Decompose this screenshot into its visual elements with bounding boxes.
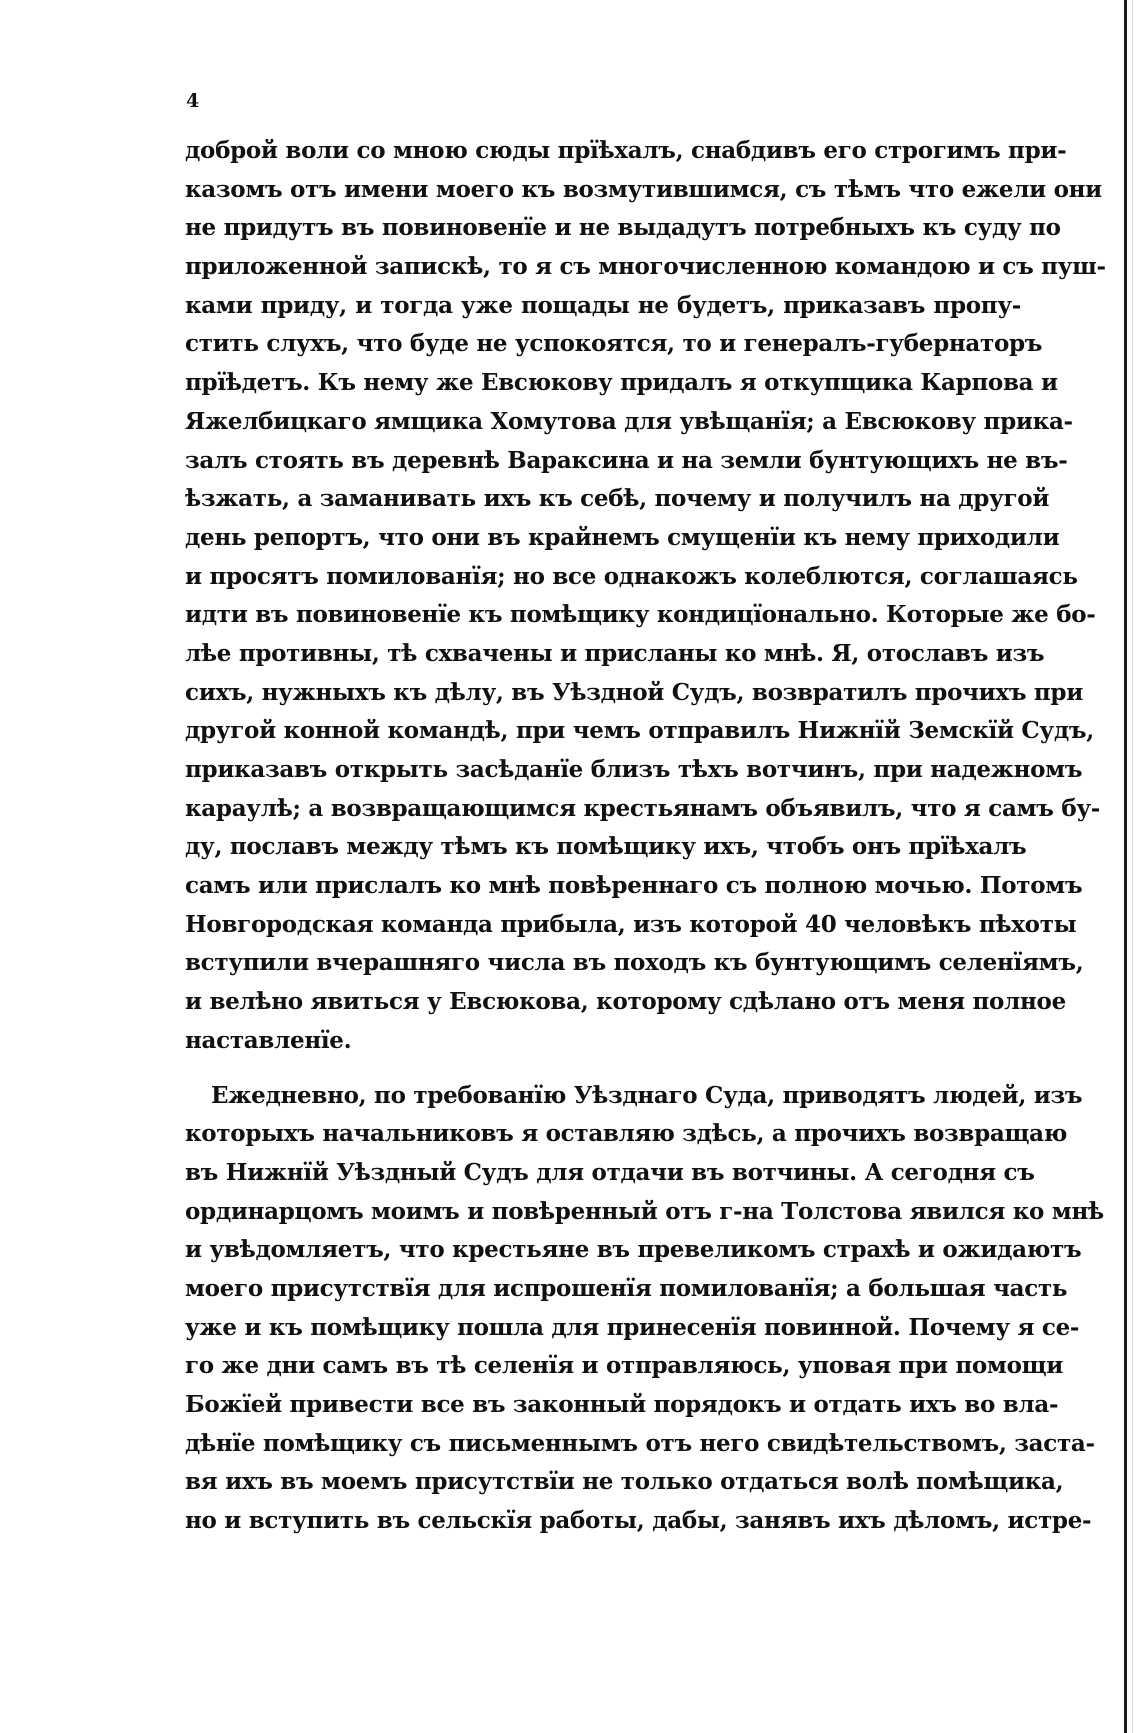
text-line: прїѣдетъ. Къ нему же Евсюкову придалъ я откупщика Карпова и xyxy=(185,369,1058,397)
text-line: другой конной командѣ, при чемъ отправилъ Нижнїй Земскїй Судъ, xyxy=(185,717,1094,745)
scan-edge-shadow xyxy=(1132,0,1133,1733)
text-line: казомъ отъ имени моего къ возмутившимся, съ тѣмъ что ежели они xyxy=(185,175,1102,203)
text-line: уже и къ помѣщику пошла для принесенїя повинной. Почему я се- xyxy=(185,1313,1080,1341)
text-line: въ Нижнїй Уѣздный Судъ для отдачи въ вотчины. А сегодня съ xyxy=(185,1158,1035,1186)
text-line: и увѣдомляетъ, что крестьяне въ превеликомъ страхѣ и ожидаютъ xyxy=(185,1236,1082,1264)
text-line: приказавъ открыть засѣданїе близъ тѣхъ вотчинъ, при надежномъ xyxy=(185,756,1083,783)
paragraph-1 xyxy=(185,132,1106,1061)
page-number: 4 xyxy=(186,90,200,112)
text-line: ѣзжать, а заманивать ихъ къ себѣ, почему и получилъ на другой xyxy=(185,485,1050,513)
text-line: го же дни самъ въ тѣ селенїя и отправляюсь, уповая при помощи xyxy=(185,1352,1063,1380)
paragraph-2 xyxy=(185,1077,1104,1541)
text-line: приложенной запискѣ, то я съ многочисленною командою и съ пуш- xyxy=(185,253,1106,281)
scan-edge-line xyxy=(1124,0,1127,1733)
text-line: которыхъ начальниковъ я оставляю здѣсь, а прочихъ возвращаю xyxy=(185,1120,1067,1148)
text-line: караулѣ; а возвращающимся крестьянамъ объявилъ, что я самъ бу- xyxy=(185,794,1101,822)
text-line: наставленїе. xyxy=(185,1026,352,1054)
text-line: Новгородская команда прибыла, изъ которой 40 человѣкъ пѣхоты xyxy=(185,910,1077,938)
text-line: ду, пославъ между тѣмъ къ помѣщику ихъ, чтобъ онъ прїѣхалъ xyxy=(185,833,1027,861)
text-line: моего присутствїя для испрошенїя помилованїя; а большая часть xyxy=(185,1274,1068,1302)
text-line: ками приду, и тогда уже пощады не будетъ, приказавъ пропу- xyxy=(185,291,1021,319)
text-line: дѣнїе помѣщику съ письменнымъ отъ него свидѣтельствомъ, заста- xyxy=(185,1429,1095,1457)
text-line: Ежедневно, по требованїю Уѣзднаго Суда, приводятъ людей, изъ xyxy=(211,1081,1083,1109)
page-body xyxy=(185,132,1106,1541)
text-line: лѣе противны, тѣ схвачены и присланы ко мнѣ. Я, отославъ изъ xyxy=(185,639,1045,667)
text-line: самъ или прислалъ ко мнѣ повѣреннаго съ полною мочью. Потомъ xyxy=(185,872,1083,900)
text-line: Яжелбицкаго ямщика Хомутова для увѣщанїя; а Евсюкову прика- xyxy=(185,407,1073,435)
text-line: стить слухъ, что буде не успокоятся, то и генералъ-губернаторъ xyxy=(185,330,1043,358)
text-line: доброй воли со мною сюды прїѣхалъ, снабдивъ его строгимъ при- xyxy=(185,137,1067,164)
text-line: вя ихъ въ моемъ присутствїи не только отдаться волѣ помѣщика, xyxy=(185,1468,1064,1496)
text-line: не придутъ въ повиновенїе и не выдадутъ потребныхъ къ суду по xyxy=(185,214,1061,242)
text-line: вступили вчерашняго числа въ походъ къ бунтующимъ селенїямъ, xyxy=(185,949,1084,977)
text-line: Божїей привести все въ законный порядокъ и отдать ихъ во вла- xyxy=(185,1391,1059,1418)
text-line: и велѣно явиться у Евсюкова, которому сдѣлано отъ меня полное xyxy=(185,988,1066,1016)
text-line: идти въ повиновенїе къ помѣщику кондицїонально. Которые же бо- xyxy=(185,601,1096,629)
text-line: но и вступить въ сельскїя работы, дабы, занявъ ихъ дѣломъ, истре- xyxy=(185,1507,1092,1535)
text-line: и просятъ помилованїя; но все однакожъ колеблются, соглашаясь xyxy=(185,562,1078,590)
text-line: день репортъ, что они въ крайнемъ смущенїи къ нему приходили xyxy=(185,523,1060,551)
text-line: сихъ, нужныхъ къ дѣлу, въ Уѣздной Судъ, возвратилъ прочихъ при xyxy=(185,678,1083,706)
text-line: ординарцомъ моимъ и повѣренный отъ г-на Толстова явился ко мнѣ xyxy=(185,1197,1104,1225)
text-line: залъ стоять въ деревнѣ Вараксина и на земли бунтующихъ не въ- xyxy=(185,446,1068,474)
paragraph-spacer xyxy=(185,1061,1021,1077)
